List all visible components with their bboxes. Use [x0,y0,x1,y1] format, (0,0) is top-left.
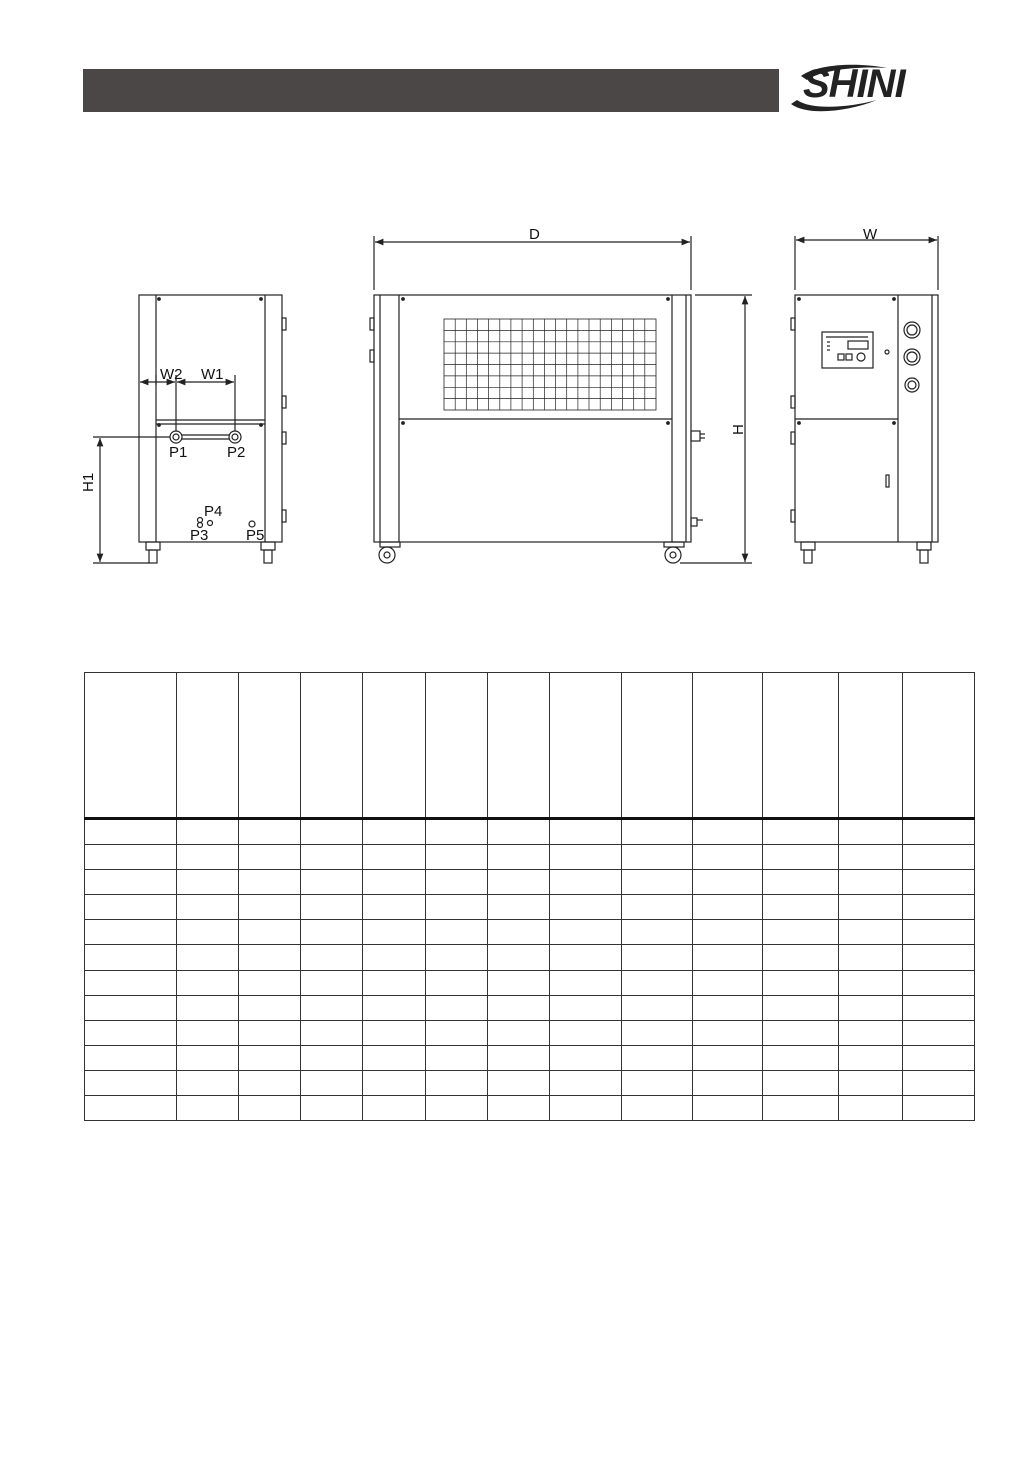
table-cell [426,1045,488,1070]
table-cell [693,945,763,970]
table-cell [301,895,363,920]
table-cell [622,1020,693,1045]
table-body [85,819,975,1121]
table-cell [85,945,177,970]
table-cell [839,870,903,895]
table-cell [301,845,363,870]
table-cell [550,819,622,845]
table-cell [363,1095,426,1120]
table-cell [550,895,622,920]
table-cell [550,870,622,895]
table-cell [693,1020,763,1045]
table-cell [839,1020,903,1045]
table-cell [363,895,426,920]
table-cell [426,845,488,870]
table-cell [488,970,550,995]
table-cell [550,995,622,1020]
table-cell [85,1095,177,1120]
table-cell [177,995,239,1020]
header-cell [426,673,488,819]
table-cell [85,970,177,995]
table-cell [85,895,177,920]
table-cell [363,870,426,895]
table-row [85,1095,975,1120]
header-cell [550,673,622,819]
table-cell [488,945,550,970]
table-cell [85,845,177,870]
table-cell [693,1045,763,1070]
table-row [85,945,975,970]
table-cell [622,870,693,895]
table-cell [363,845,426,870]
table-cell [301,945,363,970]
table-cell [693,870,763,895]
table-cell [363,970,426,995]
table-cell [550,1020,622,1045]
table-cell [763,870,839,895]
label-h: H [730,424,747,435]
table-cell [903,845,975,870]
table-cell [239,970,301,995]
label-h1: H1 [80,472,97,492]
label-d: D [529,226,540,243]
table-cell [177,1095,239,1120]
table-cell [177,819,239,845]
table-cell [85,1070,177,1095]
table-cell [763,1095,839,1120]
label-p3: P3 [190,527,209,544]
table-cell [903,819,975,845]
table-row [85,870,975,895]
table-cell [177,895,239,920]
table-cell [488,1045,550,1070]
table-cell [839,895,903,920]
table-cell [488,1070,550,1095]
table-cell [622,845,693,870]
table-cell [693,819,763,845]
grille-grid [444,319,656,410]
table-cell [301,1045,363,1070]
table-cell [239,1020,301,1045]
table-cell [85,819,177,845]
table-cell [363,1070,426,1095]
label-p5: P5 [246,527,265,544]
table-cell [763,1070,839,1095]
table-row [85,1045,975,1070]
header-cell [177,673,239,819]
table-cell [488,895,550,920]
table-cell [363,1045,426,1070]
table-cell [693,845,763,870]
table-cell [763,819,839,845]
table-cell [363,1020,426,1045]
table-row [85,1020,975,1045]
table-cell [177,870,239,895]
table-cell [550,1045,622,1070]
table-cell [763,945,839,970]
table-cell [177,1020,239,1045]
table-cell [239,995,301,1020]
table-cell [763,895,839,920]
table-cell [488,845,550,870]
table-cell [177,970,239,995]
table-cell [903,920,975,945]
header-cell [301,673,363,819]
header-cell [239,673,301,819]
header-cell [363,673,426,819]
table-cell [839,970,903,995]
label-w1: W1 [201,366,224,383]
table-cell [363,945,426,970]
table-cell [239,870,301,895]
table-cell [301,920,363,945]
table-cell [903,995,975,1020]
table-cell [177,945,239,970]
header-cell [839,673,903,819]
table-cell [839,945,903,970]
table-cell [550,1095,622,1120]
table-cell [488,995,550,1020]
header-cell [693,673,763,819]
table-cell [488,870,550,895]
table-cell [85,1045,177,1070]
table-cell [550,1070,622,1095]
table-cell [177,1045,239,1070]
table-cell [177,1070,239,1095]
label-w: W [863,226,878,243]
table-cell [763,1045,839,1070]
table-cell [488,819,550,845]
table-cell [550,970,622,995]
brand-wordmark: SHINI [803,62,905,106]
table-cell [426,1095,488,1120]
rear-view [791,236,938,563]
table-cell [622,1070,693,1095]
table-cell [622,895,693,920]
header-cell [763,673,839,819]
table-cell [301,870,363,895]
table-row [85,920,975,945]
table-cell [85,1020,177,1045]
front-view [93,295,286,563]
table-cell [239,819,301,845]
table-cell [177,845,239,870]
table-cell [239,895,301,920]
table-cell [903,970,975,995]
table-cell [363,920,426,945]
table-cell [239,1045,301,1070]
spec-table [84,672,975,1121]
table-cell [622,1045,693,1070]
table-cell [426,1070,488,1095]
table-cell [839,920,903,945]
table-cell [550,945,622,970]
table-cell [693,1070,763,1095]
table-cell [301,1070,363,1095]
header-cell [903,673,975,819]
table-cell [301,1095,363,1120]
table-cell [85,920,177,945]
table-cell [693,995,763,1020]
table-cell [763,995,839,1020]
table-cell [903,1045,975,1070]
table-cell [550,845,622,870]
table-cell [622,819,693,845]
table-cell [763,1020,839,1045]
table-cell [239,945,301,970]
table-cell [426,895,488,920]
table-cell [363,819,426,845]
table-cell [301,995,363,1020]
table-cell [239,1070,301,1095]
table-cell [426,819,488,845]
table-cell [693,920,763,945]
label-p1: P1 [169,444,188,461]
table-row [85,819,975,845]
table-cell [903,895,975,920]
table-cell [426,995,488,1020]
table-cell [85,870,177,895]
header-cell [488,673,550,819]
table-row [85,995,975,1020]
table-cell [839,1070,903,1095]
table-cell [903,1020,975,1045]
table-row [85,845,975,870]
table-cell [839,995,903,1020]
table-cell [763,970,839,995]
dimension-drawings [0,0,1032,620]
table-cell [903,1070,975,1095]
table-cell [426,920,488,945]
table-cell [85,995,177,1020]
table-cell [177,920,239,945]
table-cell [426,970,488,995]
table-cell [763,920,839,945]
table-row [85,895,975,920]
table-cell [622,920,693,945]
table-cell [426,1020,488,1045]
table-header-row [85,673,975,819]
table-cell [301,819,363,845]
label-p2: P2 [227,444,246,461]
table-cell [839,819,903,845]
table-cell [239,845,301,870]
table-cell [622,945,693,970]
header-cell [622,673,693,819]
table-cell [839,845,903,870]
table-row [85,970,975,995]
table-cell [763,845,839,870]
table-cell [622,1095,693,1120]
table-cell [693,895,763,920]
table-cell [839,1045,903,1070]
table-cell [550,920,622,945]
table-cell [488,1020,550,1045]
table-row [85,1070,975,1095]
table-cell [693,970,763,995]
table-cell [903,945,975,970]
table-cell [301,970,363,995]
table-cell [488,1095,550,1120]
table-cell [839,1095,903,1120]
table-cell [903,870,975,895]
table-cell [239,1095,301,1120]
header-cell [85,673,177,819]
table-cell [622,970,693,995]
label-w2: W2 [160,366,183,383]
table-cell [903,1095,975,1120]
table-cell [301,1020,363,1045]
table-cell [239,920,301,945]
side-view [370,236,752,563]
table-cell [363,995,426,1020]
table-cell [693,1095,763,1120]
table-cell [488,920,550,945]
table-cell [622,995,693,1020]
table-cell [426,870,488,895]
table-cell [426,945,488,970]
label-p4: P4 [204,503,223,520]
